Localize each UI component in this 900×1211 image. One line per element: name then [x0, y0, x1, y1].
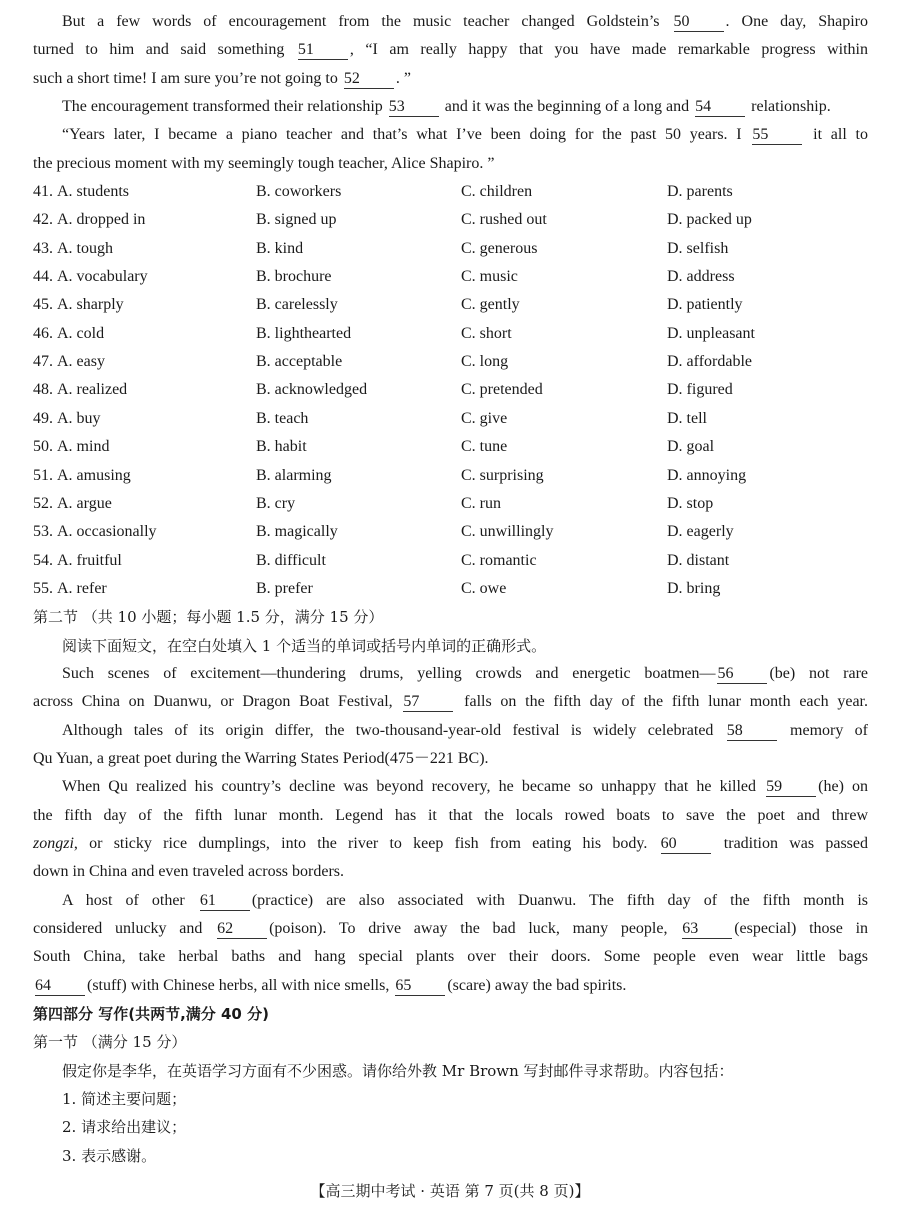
- passage-text: it all to: [804, 126, 869, 144]
- passage-text: memory of: [778, 721, 868, 739]
- option-a-text: A. realized: [57, 381, 128, 399]
- option-d: D. bring: [667, 579, 721, 597]
- question-number: 42.: [33, 211, 53, 229]
- passage-line: [33, 660, 868, 688]
- passage-line: [33, 717, 868, 745]
- question-number: 47.: [33, 353, 53, 371]
- option-b: B. cry: [256, 494, 296, 512]
- option-row: [33, 376, 868, 404]
- passage-text: (practice) are also associated with Duanwu. The fifth day of the fifth month is: [251, 891, 868, 909]
- exam-page: [33, 8, 868, 1170]
- section-instruction: 阅读下面短文，在空白处填入 1 个适当的单词或括号内单词的正确形式。: [62, 636, 547, 655]
- passage-text: the fifth day of the fifth lunar month. Legend has it that the locals rowed boats to save the poet and threw: [33, 806, 868, 824]
- option-a-text: A. amusing: [57, 466, 131, 484]
- option-row: [33, 462, 868, 490]
- answer-blank: 51: [298, 41, 348, 60]
- option-row: [33, 263, 868, 291]
- option-d: D. stop: [667, 494, 714, 512]
- option-row: [33, 490, 868, 518]
- passage-text: across China on Duanwu, or Dragon Boat Festival,: [33, 693, 402, 711]
- option-row: [33, 206, 868, 234]
- option-a: [33, 462, 256, 490]
- option-row: [33, 547, 868, 575]
- option-a-text: A. argue: [57, 494, 112, 512]
- passage-text: down in China and even traveled across borders.: [33, 863, 345, 881]
- question-number: 55.: [33, 579, 53, 597]
- option-b: B. carelessly: [256, 296, 338, 314]
- option-b: B. signed up: [256, 211, 337, 229]
- option-d: D. address: [667, 268, 735, 286]
- option-d: D. unpleasant: [667, 324, 755, 342]
- answer-blank: 62: [217, 920, 267, 939]
- option-b: B. teach: [256, 409, 309, 427]
- passage-text: relationship.: [747, 98, 831, 116]
- passage-text: A host of other: [62, 891, 198, 909]
- question-number: 45.: [33, 296, 53, 314]
- option-d: D. eagerly: [667, 523, 734, 541]
- option-a: [33, 206, 256, 234]
- answer-blank: 64: [35, 977, 85, 996]
- passage-line: [33, 36, 868, 64]
- passage-line: [33, 773, 868, 801]
- option-c: C. generous: [461, 239, 538, 257]
- passage-text: , or sticky rice dumplings, into the river to keep fish from eating his body.: [73, 834, 659, 852]
- passage-text: When Qu realized his country’s decline was beyond recovery, he became so unhappy that he killed: [62, 778, 765, 796]
- option-a: [33, 178, 256, 206]
- passage-line: [33, 93, 868, 121]
- option-a: [33, 490, 256, 518]
- question-number: 54.: [33, 551, 53, 569]
- option-b: B. kind: [256, 239, 304, 257]
- option-a: [33, 348, 256, 376]
- passage-line: [33, 150, 868, 178]
- option-row: [33, 348, 868, 376]
- passage-text: “Years later, I became a piano teacher and that’s what I’ve been doing for the past 50 years. I: [62, 126, 751, 144]
- option-d: D. goal: [667, 438, 715, 456]
- question-number: 44.: [33, 268, 53, 286]
- option-d: D. figured: [667, 381, 733, 399]
- section-heading: 第二节 （共 10 小题；每小题 1.5 分，满分 15 分）: [33, 608, 384, 627]
- option-a-text: A. occasionally: [57, 523, 157, 541]
- option-a: [33, 291, 256, 319]
- italic-term: zongzi: [33, 834, 74, 852]
- passage-text: (be) not rare: [769, 664, 868, 682]
- option-a: [33, 405, 256, 433]
- option-b: B. alarming: [256, 466, 332, 484]
- option-b: B. coworkers: [256, 183, 342, 201]
- option-row: [33, 178, 868, 206]
- option-d: D. patiently: [667, 296, 743, 314]
- option-a-text: A. buy: [57, 409, 101, 427]
- option-a-text: A. easy: [57, 353, 105, 371]
- option-a: [33, 320, 256, 348]
- options-list: [33, 178, 868, 603]
- passage-text: turned to him and said something: [33, 41, 296, 59]
- writing-prompt: 假定你是李华，在英语学习方面有不少困惑。请你给外教 Mr Brown 写封邮件寻求帮助。内容包括：: [62, 1061, 734, 1080]
- passage-text: such a short time! I am sure you’re not going to: [33, 69, 342, 87]
- passage-line: [33, 8, 868, 36]
- option-c: C. give: [461, 409, 508, 427]
- option-d: D. packed up: [667, 211, 752, 229]
- option-a: [33, 518, 256, 546]
- passage-text: Although tales of its origin differ, the two-thousand-year-old festival is widely celebrated: [62, 721, 725, 739]
- answer-blank: 55: [752, 126, 802, 145]
- passage-text: . ”: [395, 69, 411, 87]
- answer-blank: 65: [395, 977, 445, 996]
- passage-text: and it was the beginning of a long and: [440, 98, 694, 116]
- option-row: [33, 235, 868, 263]
- question-number: 46.: [33, 324, 53, 342]
- writing-item: 1. 简述主要问题；: [62, 1090, 187, 1109]
- question-number: 43.: [33, 239, 53, 257]
- answer-blank: 59: [766, 778, 816, 797]
- option-a: [33, 263, 256, 291]
- option-a-text: A. fruitful: [57, 551, 122, 569]
- option-a-text: A. refer: [57, 579, 107, 597]
- option-c: C. short: [461, 324, 512, 342]
- option-a-text: A. mind: [57, 438, 110, 456]
- option-b: B. brochure: [256, 268, 332, 286]
- passage-text: But a few words of encouragement from the music teacher changed Goldstein’s: [62, 13, 672, 30]
- part-heading: 第四部分 写作(共两节,满分 40 分): [33, 1005, 269, 1024]
- passage-line: [33, 972, 868, 1000]
- answer-blank: 50: [674, 13, 724, 32]
- option-c: C. music: [461, 268, 518, 286]
- option-row: [33, 518, 868, 546]
- option-c: C. rushed out: [461, 211, 547, 229]
- passage-text: falls on the fifth day of the fifth lunar month each year.: [455, 693, 869, 711]
- option-a-text: A. vocabulary: [57, 268, 148, 286]
- passage-line: [33, 121, 868, 149]
- answer-blank: 60: [661, 835, 711, 854]
- writing-item: 3. 表示感谢。: [62, 1146, 157, 1165]
- option-c: C. owe: [461, 579, 507, 597]
- option-row: [33, 291, 868, 319]
- passage-grammar-fill: [33, 660, 868, 1000]
- option-a: [33, 433, 256, 461]
- passage-line: [33, 943, 868, 971]
- answer-blank: 58: [727, 722, 777, 741]
- question-number: 52.: [33, 494, 53, 512]
- answer-blank: 53: [389, 98, 439, 117]
- option-a-text: A. students: [57, 183, 129, 201]
- option-row: [33, 405, 868, 433]
- answer-blank: 54: [695, 98, 745, 117]
- writing-item: 2. 请求给出建议；: [62, 1118, 187, 1137]
- passage-text: the precious moment with my seemingly tough teacher, Alice Shapiro. ”: [33, 154, 495, 172]
- option-b: B. magically: [256, 523, 338, 541]
- passage-text: South China, take herbal baths and hang special plants over their doors. Some people even wear little bags: [33, 948, 868, 966]
- option-b: B. prefer: [256, 579, 313, 597]
- option-d: D. tell: [667, 409, 707, 427]
- option-b: B. habit: [256, 438, 307, 456]
- answer-blank: 63: [682, 920, 732, 939]
- option-a-text: A. dropped in: [57, 211, 146, 229]
- passage-text: (stuff) with Chinese herbs, all with nice smells,: [87, 976, 394, 994]
- passage-line: [33, 65, 868, 93]
- option-c: C. surprising: [461, 466, 544, 484]
- option-a: [33, 547, 256, 575]
- option-b: B. difficult: [256, 551, 326, 569]
- option-a-text: A. cold: [57, 324, 105, 342]
- option-c: C. unwillingly: [461, 523, 554, 541]
- passage-line: [33, 688, 868, 716]
- option-c: C. children: [461, 183, 533, 201]
- passage-text: considered unlucky and: [33, 920, 216, 937]
- answer-blank: 61: [200, 892, 250, 911]
- passage-cloze: [33, 8, 868, 178]
- option-a-text: A. sharply: [57, 296, 124, 314]
- question-number: 53.: [33, 523, 53, 541]
- option-c: C. gently: [461, 296, 520, 314]
- option-d: D. distant: [667, 551, 730, 569]
- question-number: 50.: [33, 438, 53, 456]
- passage-line: [33, 915, 868, 943]
- option-b: B. acknowledged: [256, 381, 368, 399]
- option-d: D. parents: [667, 183, 733, 201]
- passage-text: , “I am really happy that you have made remarkable progress within: [349, 41, 868, 59]
- option-c: C. pretended: [461, 381, 543, 399]
- option-row: [33, 320, 868, 348]
- option-b: B. lighthearted: [256, 324, 352, 342]
- passage-text: Such scenes of excitement—thundering drums, yelling crowds and energetic boatmen—: [62, 664, 716, 682]
- answer-blank: 56: [717, 665, 767, 684]
- answer-blank: 57: [403, 693, 453, 712]
- question-number: 51.: [33, 466, 53, 484]
- passage-line: [33, 745, 868, 773]
- option-d: D. affordable: [667, 353, 752, 371]
- passage-line: [33, 887, 868, 915]
- passage-text: (scare) away the bad spirits.: [447, 976, 627, 994]
- option-a: [33, 575, 256, 603]
- passage-line: [33, 858, 868, 886]
- question-number: 48.: [33, 381, 53, 399]
- writing-section-heading: 第一节 （满分 15 分）: [33, 1033, 187, 1052]
- passage-text: . One day, Shapiro: [725, 13, 869, 30]
- option-c: C. romantic: [461, 551, 537, 569]
- option-c: C. long: [461, 353, 509, 371]
- option-row: [33, 575, 868, 603]
- question-number: 41.: [33, 183, 53, 201]
- answer-blank: 52: [344, 70, 394, 89]
- option-b: B. acceptable: [256, 353, 343, 371]
- option-a: [33, 235, 256, 263]
- option-row: [33, 433, 868, 461]
- passage-text: tradition was passed: [712, 834, 869, 852]
- page-footer: 【高三期中考试 · 英语 第 7 页(共 8 页)】: [310, 1182, 590, 1200]
- option-c: C. run: [461, 494, 501, 512]
- option-c: C. tune: [461, 438, 508, 456]
- passage-line: [33, 830, 868, 858]
- passage-text: (poison). To drive away the bad luck, many people,: [269, 920, 681, 937]
- passage-line: [33, 802, 868, 830]
- option-d: D. selfish: [667, 239, 729, 257]
- passage-text: (especial) those in: [734, 920, 869, 937]
- option-a-text: A. tough: [57, 239, 113, 257]
- passage-text: The encouragement transformed their relationship: [62, 98, 387, 116]
- option-a: [33, 376, 256, 404]
- passage-text: Qu Yuan, a great poet during the Warring States Period(475－221 BC).: [33, 749, 489, 767]
- option-d: D. annoying: [667, 466, 747, 484]
- question-number: 49.: [33, 409, 53, 427]
- passage-text: (he) on: [818, 778, 868, 796]
